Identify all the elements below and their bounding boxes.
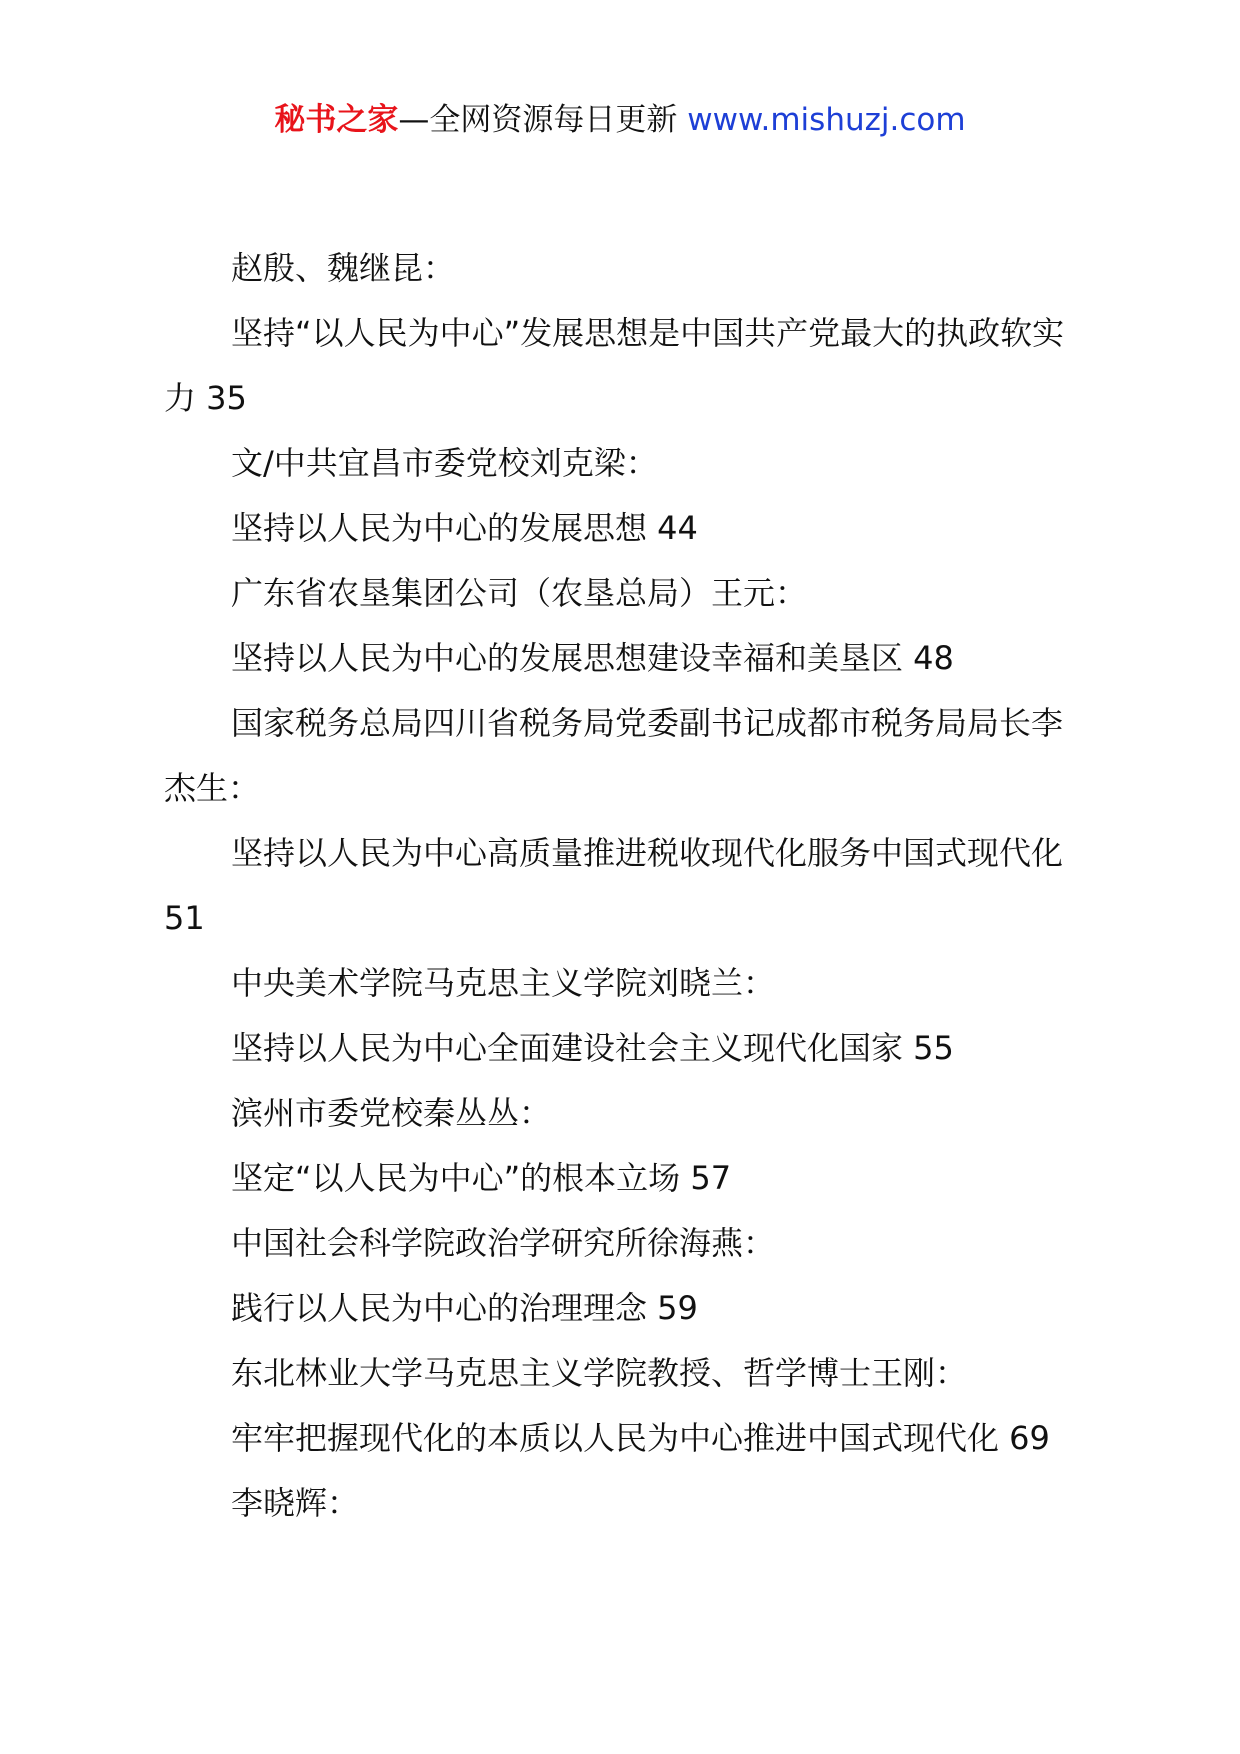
paragraph: 东北林业大学马克思主义学院教授、哲学博士王刚： [231,1354,968,1392]
paragraph: 文/中共宜昌市委党校刘克梁： [231,444,658,482]
document-body [164,236,1084,1536]
paragraph: 坚持以人民为中心的发展思想 44 [231,509,698,547]
paragraph: 中央美术学院马克思主义学院刘晓兰： [231,964,776,1002]
paragraph: 中国社会科学院政治学研究所徐海燕： [231,1224,776,1262]
paragraph: 李晓辉： [231,1484,360,1522]
paragraph: 践行以人民为中心的治理理念 59 [231,1289,698,1327]
paragraph: 坚持以人民为中心全面建设社会主义现代化国家 55 [231,1029,954,1067]
paragraph: 坚持以人民为中心高质量推进税收现代化服务中国式现代化 51 [164,834,1064,937]
site-url-link[interactable]: www.mishuzj.com [687,102,966,138]
site-tagline: —全网资源每日更新 [398,102,678,138]
paragraph: 滨州市委党校秦丛丛： [231,1094,552,1132]
paragraph: 坚持以人民为中心的发展思想建设幸福和美垦区 48 [231,639,954,677]
paragraph: 牢牢把握现代化的本质以人民为中心推进中国式现代化 69 [231,1419,1050,1457]
site-brand: 秘书之家 [274,102,399,138]
paragraph: 广东省农垦集团公司（农垦总局）王元： [231,574,808,612]
paragraph: 坚持“以人民为中心”发展思想是中国共产党最大的执政软实力 35 [164,314,1065,417]
paragraph: 国家税务总局四川省税务局党委副书记成都市税务局局长李杰生： [164,704,1064,807]
paragraph: 坚定“以人民为中心”的根本立场 57 [231,1159,732,1197]
paragraph: 赵殷、魏继昆： [231,249,456,287]
page-header [0,100,1240,140]
